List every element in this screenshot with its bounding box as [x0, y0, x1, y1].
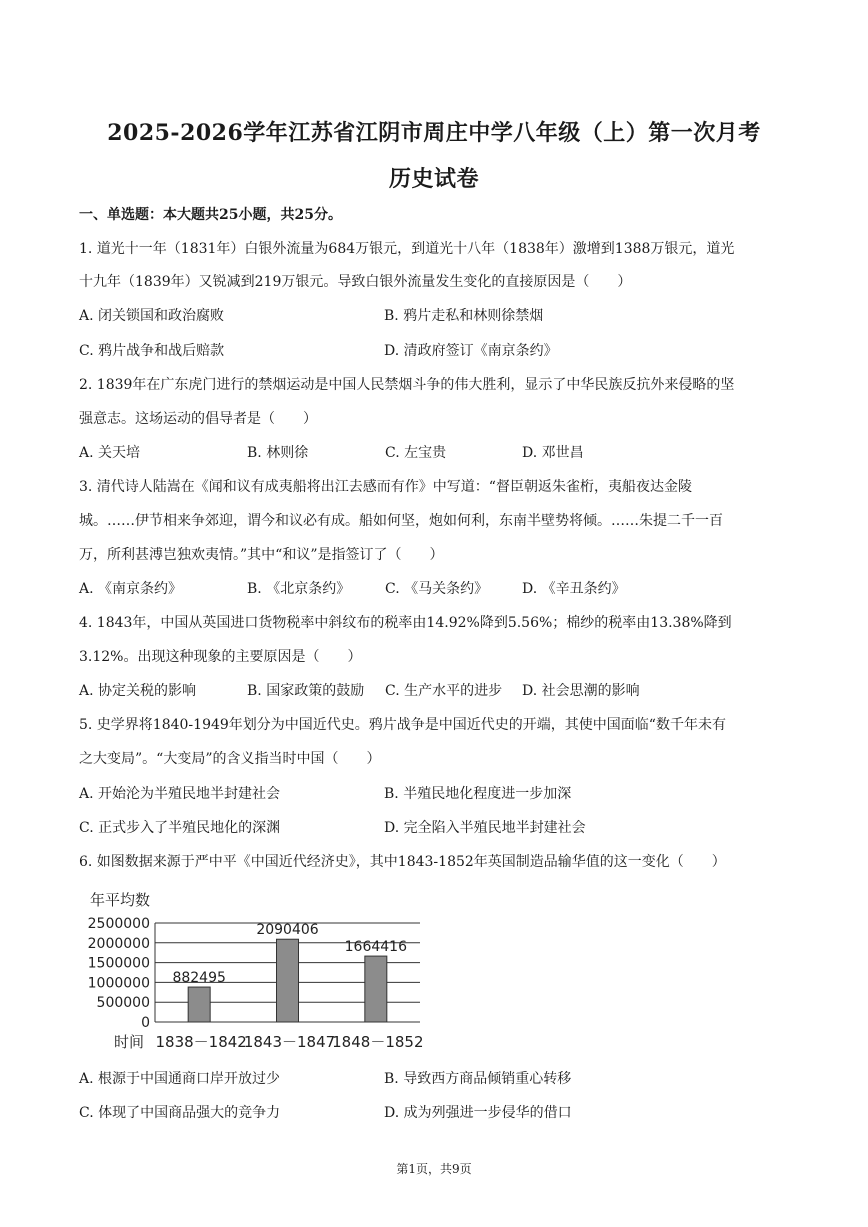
question-3-line-1: 3. 清代诗人陆嵩在《闻和议有成夷船将出江去感而有作》中写道：“督臣朝返朱雀桁，夷船夜达金陵 [79, 479, 692, 495]
question-3-line-3: 万，所利甚溥岂独欢夷情。”其中“和议”是指签订了（ ） [79, 547, 444, 563]
question-4-option-d: D. 社会思潮的影响 [522, 683, 640, 699]
chart-bar [277, 939, 299, 1022]
question-2-option-b: B. 林则徐 [247, 445, 309, 461]
question-6-option-a: A. 根源于中国通商口岸开放过少 [79, 1071, 281, 1087]
section-heading: 一、单选题：本大题共25小题，共25分。 [79, 207, 342, 223]
question-5-option-b: B. 半殖民地化程度进一步加深 [384, 786, 572, 802]
chart-y-tick-label: 0 [141, 1015, 150, 1031]
question-4-line-2: 3.12%。出现这种现象的主要原因是（ ） [79, 649, 362, 665]
chart-y-axis-label: 年平均数 [90, 891, 151, 909]
chart-bar [365, 956, 387, 1022]
question-2-line-2: 强意志。这场运动的倡导者是（ ） [79, 411, 317, 427]
question-5-line-1: 5. 史学界将1840-1949年划分为中国近代史。鸦片战争是中国近代史的开端，其使中国面临“数千年未有 [79, 717, 726, 733]
question-2-option-a: A. 关天培 [79, 445, 141, 461]
question-1-line-2: 十九年（1839年）又锐减到219万银元。导致白银外流量发生变化的直接原因是（ ） [79, 274, 632, 290]
question-2-option-d: D. 邓世昌 [522, 445, 584, 461]
question-3-option-b: B. 《北京条约》 [247, 581, 351, 597]
chart-y-tick-label: 2000000 [87, 935, 150, 952]
question-6-option-b: B. 导致西方商品倾销重心转移 [384, 1071, 572, 1087]
chart-y-tick-label: 1000000 [87, 975, 150, 992]
question-1-option-a: A. 闭关锁国和政治腐败 [79, 308, 225, 324]
question-1-option-d: D. 清政府签订《南京条约》 [384, 343, 558, 359]
question-5-line-2: 之大变局”。“大变局”的含义指当时中国（ ） [79, 751, 381, 767]
chart-data-label: 1664416 [344, 939, 408, 956]
question-5-option-c: C. 正式步入了半殖民地化的深渊 [79, 820, 281, 836]
question-6-option-c: C. 体现了中国商品强大的竞争力 [79, 1105, 281, 1121]
chart-x-tick-label: 1843－1847 [243, 1033, 336, 1051]
question-5-option-d: D. 完全陷入半殖民地半封建社会 [384, 820, 586, 836]
question-4-option-b: B. 国家政策的鼓励 [247, 683, 365, 699]
chart-y-tick-label: 500000 [96, 995, 150, 1012]
question-1-option-b: B. 鸦片走私和林则徐禁烟 [384, 308, 544, 324]
exam-title: 2025-2026学年江苏省江阴市周庄中学八年级（上）第一次月考 [107, 120, 761, 146]
chart-x-tick-label: 1848－1852 [332, 1033, 424, 1051]
chart-y-tick-label: 1500000 [87, 955, 150, 972]
question-1-line-1: 1. 道光十一年（1831年）白银外流量为684万银元，到道光十八年（1838年）激增到1388万银元，道光 [79, 241, 735, 257]
page-footer: 第1页，共9页 [396, 1162, 472, 1176]
question-3-line-2: 城。……伊节相来争郊迎，谓今和议必有成。船如何坚，炮如何利，东南半壁势将倾。……朱提二千一百 [79, 513, 723, 529]
question-3-option-a: A. 《南京条约》 [79, 581, 183, 597]
question-2-option-c: C. 左宝贵 [385, 445, 447, 461]
chart-data-label: 2090406 [256, 922, 319, 939]
bar-chart [70, 885, 450, 1055]
question-3-option-c: C. 《马关条约》 [385, 581, 489, 597]
question-4-line-1: 4. 1843年，中国从英国进口货物税率中斜纹布的税率由14.92%降到5.56%；棉纱的税率由13.38%降到 [79, 615, 732, 631]
chart-x-axis-label: 时间 [114, 1033, 145, 1051]
question-1-option-c: C. 鸦片战争和战后赔款 [79, 343, 225, 359]
chart-x-tick-label: 1838－1842 [155, 1033, 247, 1051]
question-3-option-d: D. 《辛丑条约》 [522, 581, 626, 597]
chart-bar [188, 987, 210, 1022]
question-6-option-d: D. 成为列强进一步侵华的借口 [384, 1105, 572, 1121]
chart-data-label: 882495 [172, 970, 226, 987]
exam-subtitle: 历史试卷 [388, 166, 479, 192]
chart-y-tick-label: 2500000 [87, 916, 150, 932]
question-6-line-1: 6. 如图数据来源于严中平《中国近代经济史》，其中1843-1852年英国制造品输华值的这一变化（ ） [79, 854, 726, 870]
question-4-option-a: A. 协定关税的影响 [79, 683, 197, 699]
question-5-option-a: A. 开始沦为半殖民地半封建社会 [79, 786, 281, 802]
question-4-option-c: C. 生产水平的进步 [385, 683, 503, 699]
question-2-line-1: 2. 1839年在广东虎门进行的禁烟运动是中国人民禁烟斗争的伟大胜利，显示了中华民族反抗外来侵略的坚 [79, 377, 735, 393]
